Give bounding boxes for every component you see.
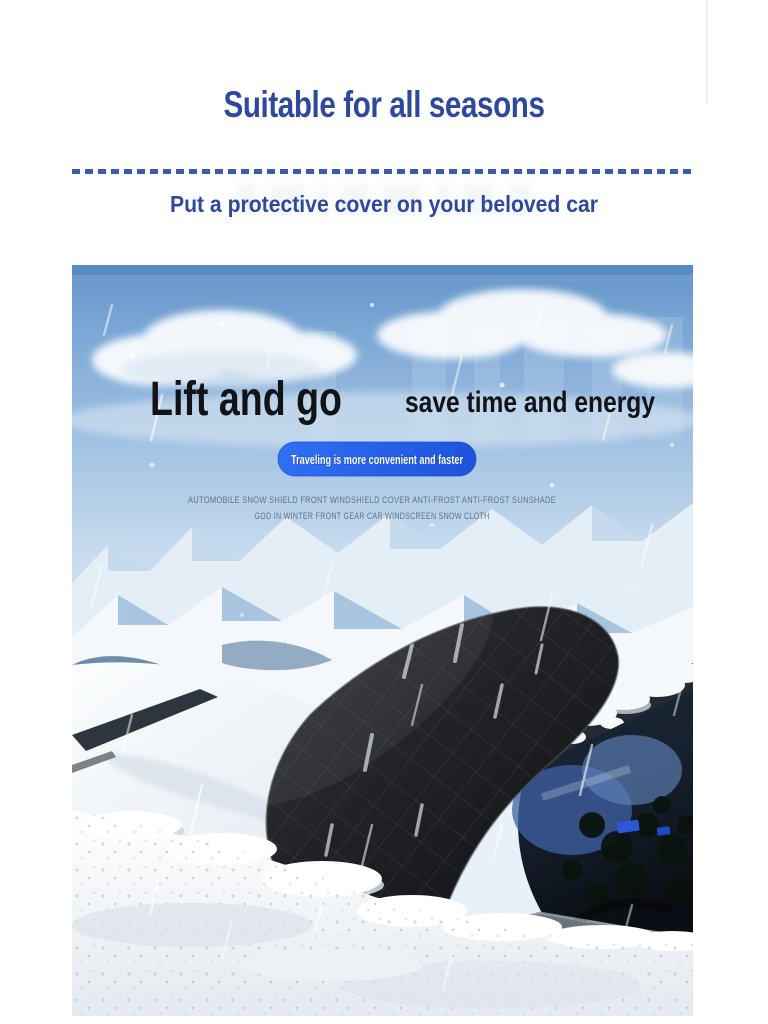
photo-top-edge: [72, 265, 693, 275]
tagline-line-1: AUTOMOBILE SNOW SHIELD FRONT WINDSHIELD COVER ANTI-FROST ANTI-FROST SUNSHADE: [188, 495, 556, 506]
hero-photo: [72, 265, 693, 1016]
hero-headline-right: save time and energy: [405, 386, 656, 419]
photo-top-edge-soft: [72, 275, 693, 281]
tagline-line-2: GOD IN WINTER FRONT GEAR CAR WINDSCREEN SNOW CLOTH: [254, 511, 490, 522]
badge-label: Traveling is more convenient and faster: [291, 453, 464, 467]
hero-headline-left: Lift and go: [150, 373, 342, 426]
scrollbar-artifact: [706, 0, 708, 104]
page-title: Suitable for all seasons: [223, 84, 545, 125]
page-subtitle: Put a protective cover on your beloved car: [169, 191, 599, 217]
dashed-divider: [72, 169, 693, 174]
badge-pill: [278, 442, 476, 476]
